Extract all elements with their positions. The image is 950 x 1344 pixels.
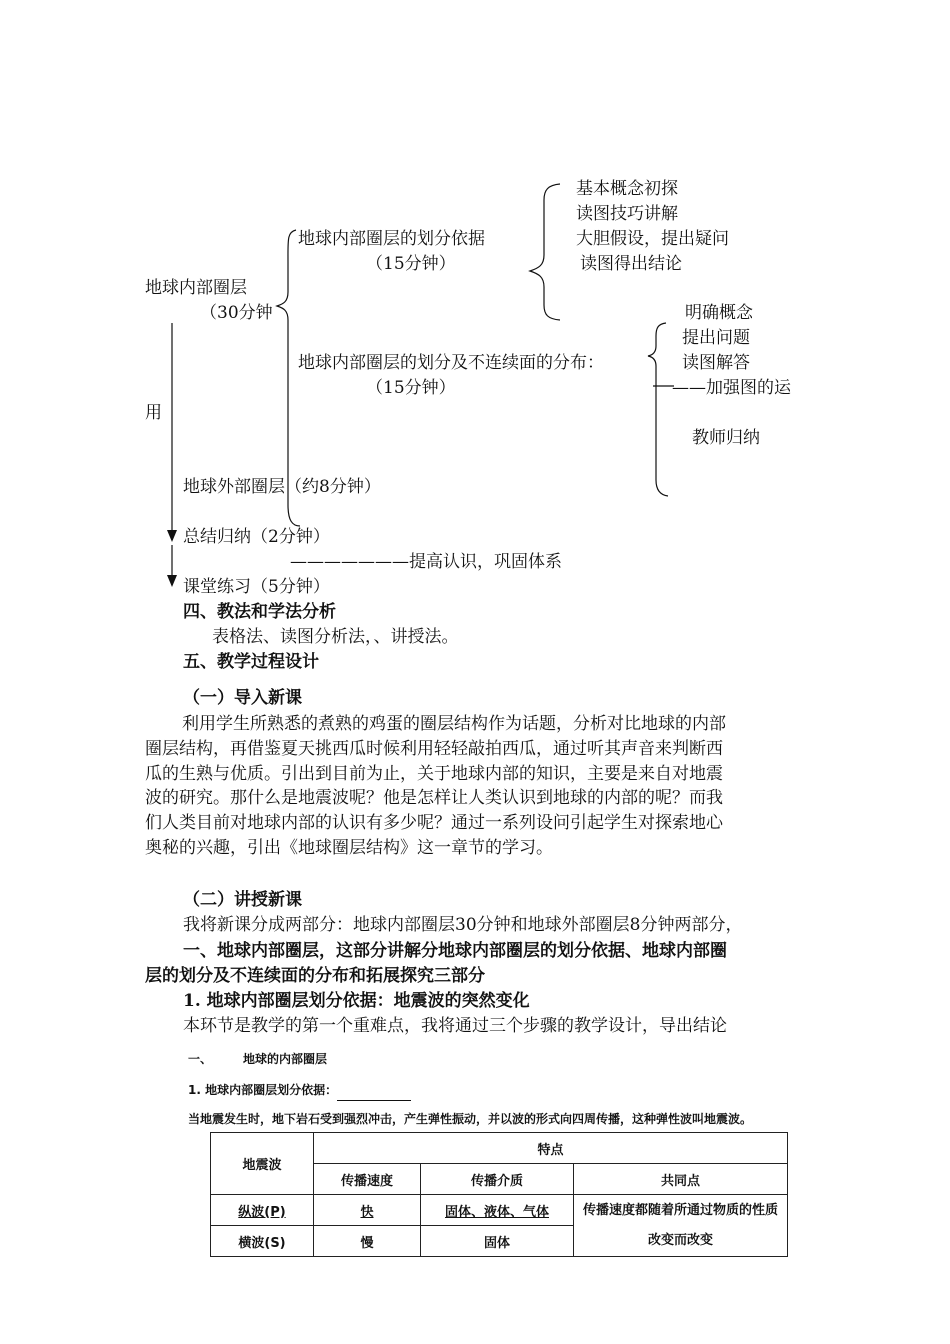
- intro-line: 们人类目前对地球内部的认识有多少呢？通过一系列设问引起学生对探索地心: [145, 813, 723, 834]
- intro-paragraph: [145, 712, 810, 861]
- table-cell-speed: 快: [314, 1195, 421, 1226]
- lesson-split-text: 我将新课分成两部分：地球内部圈层30分钟和地球外部圈层8分钟两部分，: [183, 915, 743, 935]
- common-line-1: 传播速度都随着所通过物质的性质: [582, 1202, 778, 1218]
- branch1-step: 读图技巧讲解: [576, 204, 678, 224]
- table-header-common: 共同点: [574, 1164, 788, 1195]
- intro-line: 圈层结构，再借鉴夏天挑西瓜时候利用轻轻敲拍西瓜，通过听其声音来判断西: [145, 738, 723, 759]
- table-cell-wave-name: 横波(S): [211, 1226, 314, 1257]
- branch1-brace: [530, 184, 560, 320]
- branch1-time: （15分钟）: [366, 254, 456, 274]
- worksheet-heading: 地球的内部圈层: [243, 1052, 328, 1066]
- branch2-step: 明确概念: [685, 303, 753, 323]
- worksheet-question-text: 1. 地球内部圈层划分依据：: [188, 1083, 338, 1097]
- seismic-wave-table: [210, 1132, 788, 1257]
- answer-blank: [337, 1088, 411, 1101]
- section4-text: 表格法、读图分析法，、讲授法。: [212, 627, 459, 647]
- worksheet-definition: 当地震发生时，地下岩石受到强烈冲击，产生弹性振动，并以波的形式向四周传播，这种弹性波叫地震波。: [188, 1112, 753, 1126]
- branch1-title: 地球内部圈层的划分依据: [298, 229, 485, 249]
- bold-line: 层的划分及不连续面的分布和拓展探究三部分: [145, 966, 485, 986]
- branch2-step: 教师归纳: [692, 428, 760, 448]
- table-cell-medium: 固体: [421, 1226, 574, 1257]
- table-header-group: 特点: [314, 1133, 788, 1164]
- table-cell-common: [574, 1195, 788, 1257]
- branch1-step: 读图得出结论: [580, 254, 682, 274]
- table-row: [211, 1195, 788, 1226]
- bold-line: 一、地球内部圈层，这部分讲解分地球内部圈层的划分依据、地球内部圈: [183, 941, 727, 961]
- section4-heading: 四、教法和学法分析: [183, 602, 336, 622]
- branch2-title: 地球内部圈层的划分及不连续面的分布：: [298, 353, 604, 373]
- worksheet-heading-num: 一、: [188, 1052, 213, 1066]
- intro-line: 瓜的生熟与优质。引出到目前为止，关于地球内部的知识，主要是来自对地震: [145, 763, 723, 784]
- branch1-step: 基本概念初探: [576, 179, 678, 199]
- section5-heading: 五、教学过程设计: [183, 652, 319, 672]
- table-cell-medium: 固体、液体、气体: [421, 1195, 574, 1226]
- sub1-heading: （一）导入新课: [183, 688, 302, 708]
- table-header-medium: 传播介质: [421, 1164, 574, 1195]
- branch2-step: 读图解答: [682, 353, 750, 373]
- table-header-speed: 传播速度: [314, 1164, 421, 1195]
- table-cell-wave-name: 纵波(P): [211, 1195, 314, 1226]
- branch1-step: 大胆假设，提出疑问: [576, 229, 729, 249]
- branch2-brace: [648, 323, 668, 496]
- point1-heading: 1. 地球内部圈层划分依据：地震波的突然变化: [183, 991, 530, 1011]
- point1-text: 本环节是教学的第一个重难点，我将通过三个步骤的教学设计，导出结论: [183, 1016, 727, 1036]
- branch2-step: ——加强图的运: [672, 378, 791, 398]
- branch2-step: 提出问题: [682, 328, 750, 348]
- outline-summary-note: ———————提高认识，巩固体系: [290, 552, 562, 572]
- worksheet-question: [188, 1079, 411, 1101]
- table-cell-speed: 慢: [314, 1226, 421, 1257]
- intro-line: 波的研究。那什么是地震波呢？他是怎样让人类认识到地球的内部的呢？而我: [145, 788, 723, 809]
- outline-summary: 总结归纳（2分钟）: [183, 527, 330, 547]
- common-line-2: 改变而改变: [647, 1232, 713, 1248]
- outline-left-char: 用: [145, 403, 162, 423]
- intro-line: 奥秘的兴趣，引出《地球圈层结构》这一章节的学习。: [145, 837, 553, 858]
- table-header-wave: 地震波: [211, 1133, 314, 1195]
- outline-outer: 地球外部圈层（约8分钟）: [183, 477, 381, 497]
- intro-line: 利用学生所熟悉的煮熟的鸡蛋的圈层结构作为话题，分析对比地球的内部: [182, 714, 726, 734]
- outline-root: 地球内部圈层: [145, 278, 247, 298]
- branch2-time: （15分钟）: [366, 378, 456, 398]
- outline-practice: 课堂练习（5分钟）: [183, 577, 330, 597]
- outline-root-time: （30分钟: [200, 303, 273, 323]
- sub2-heading: （二）讲授新课: [183, 890, 302, 910]
